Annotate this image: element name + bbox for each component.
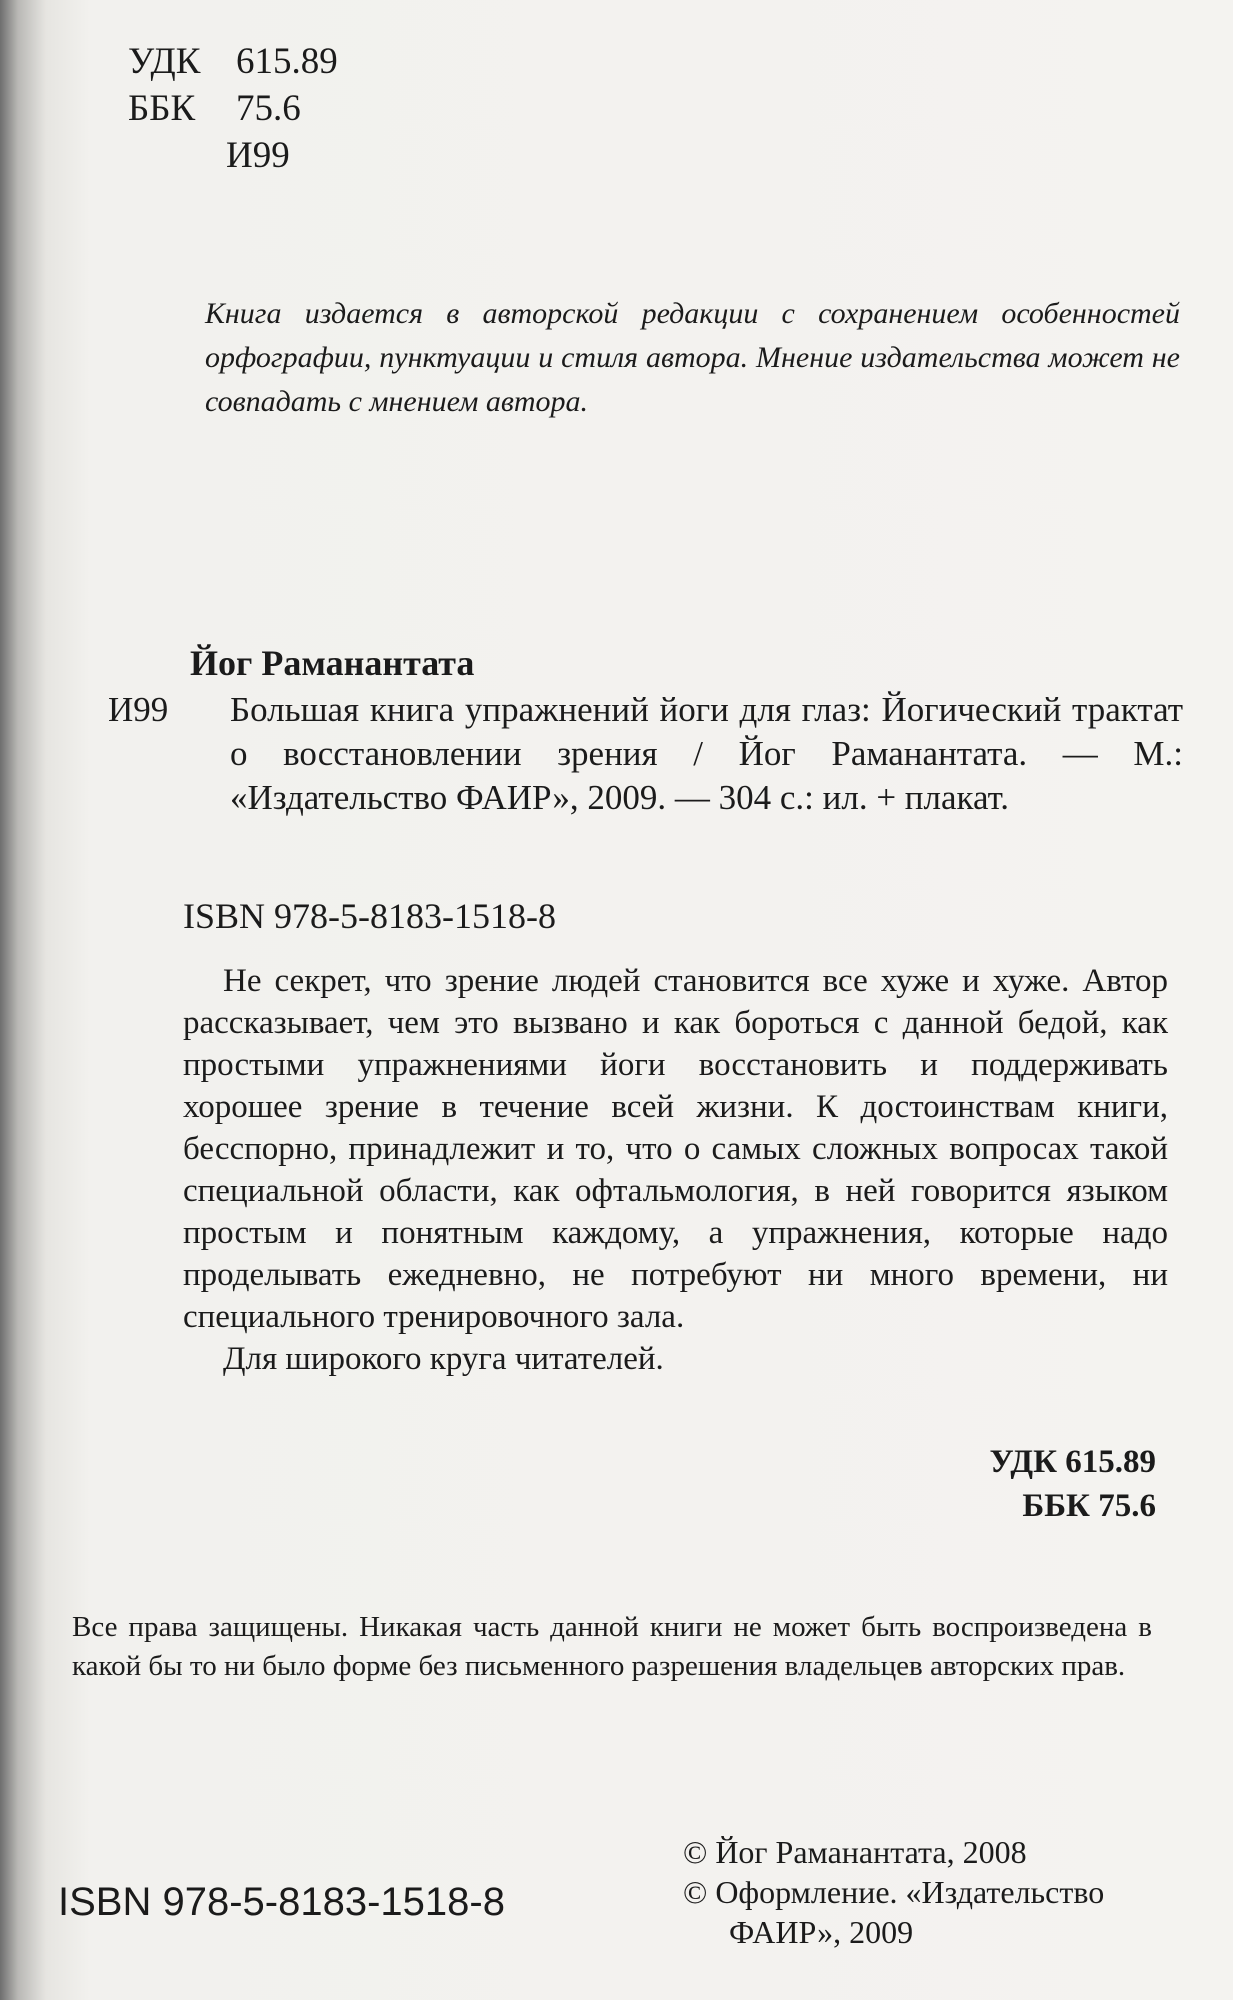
classification-codes-bottom xyxy=(900,1440,1156,1528)
bbk-label: ББК xyxy=(128,88,196,129)
udk-value: 615.89 xyxy=(236,41,338,82)
udk-code-row xyxy=(128,38,338,85)
udk-label: УДК xyxy=(128,41,201,82)
copyright-design-line2: ФАИР», 2009 xyxy=(729,1914,914,1950)
bbk-code-bottom: ББК 75.6 xyxy=(1022,1488,1156,1524)
catalog-author: Йог Раманантата xyxy=(190,643,475,683)
annotation-audience: Для широкого круга читателей. xyxy=(223,1341,664,1377)
udk-code-bottom: УДК 615.89 xyxy=(989,1444,1156,1480)
catalog-index: И99 xyxy=(108,690,169,729)
annotation-paragraph: Не секрет, что зрение людей становится все хуже и хуже. Автор рассказывает, чем это вызвано и как бороться с данной бедой, как простыми упражнениями йоги восстановить и поддерживать хорошее зрение в течение всей жизни. К достоинствам книги, бесспорно, принадлежит и то, что о самых сложных вопросах такой специальной области, как офтальмология, в ней говорится языком простым и понятным каждому, а упражнения, которые надо проделывать ежедневно, не потребуют ни много времени, ни специального тренировочного зала. xyxy=(183,963,1168,1335)
editorial-note: Книга издается в авторской редакции с сохранением особенностей орфографии, пунктуации и стиля автора. Мнение издательства может не совпадать с мнением автора. xyxy=(205,297,1180,418)
copyright-author: © Йог Раманантата, 2008 xyxy=(683,1834,1027,1870)
catalog-isbn: ISBN 978-5-8183-1518-8 xyxy=(183,896,556,936)
bbk-value: 75.6 xyxy=(236,88,301,129)
catalog-description: Большая книга упражнений йоги для глаз: Йогический трактат о восстановлении зрения / Йог Раманантата. — М.: «Издательство ФАИР», 2009. — 304 с.: ил. + плакат. xyxy=(230,690,1183,817)
copyright-design-line1: © Оформление. «Издательство xyxy=(683,1874,1105,1910)
author-index-code: И99 xyxy=(226,135,290,176)
footer-isbn: ISBN 978-5-8183-1518-8 xyxy=(58,1880,505,1924)
header-classification-codes xyxy=(128,38,338,179)
catalog-entry xyxy=(108,688,1183,820)
bbk-code-row xyxy=(128,85,338,132)
annotation xyxy=(183,960,1168,1380)
copyright-block xyxy=(683,1832,1173,1952)
rights-notice: Все права защищены. Никакая часть данной книги не может быть воспроизведена в какой бы то ни было форме без письменного разрешения владельцев авторских прав. xyxy=(72,1611,1152,1682)
